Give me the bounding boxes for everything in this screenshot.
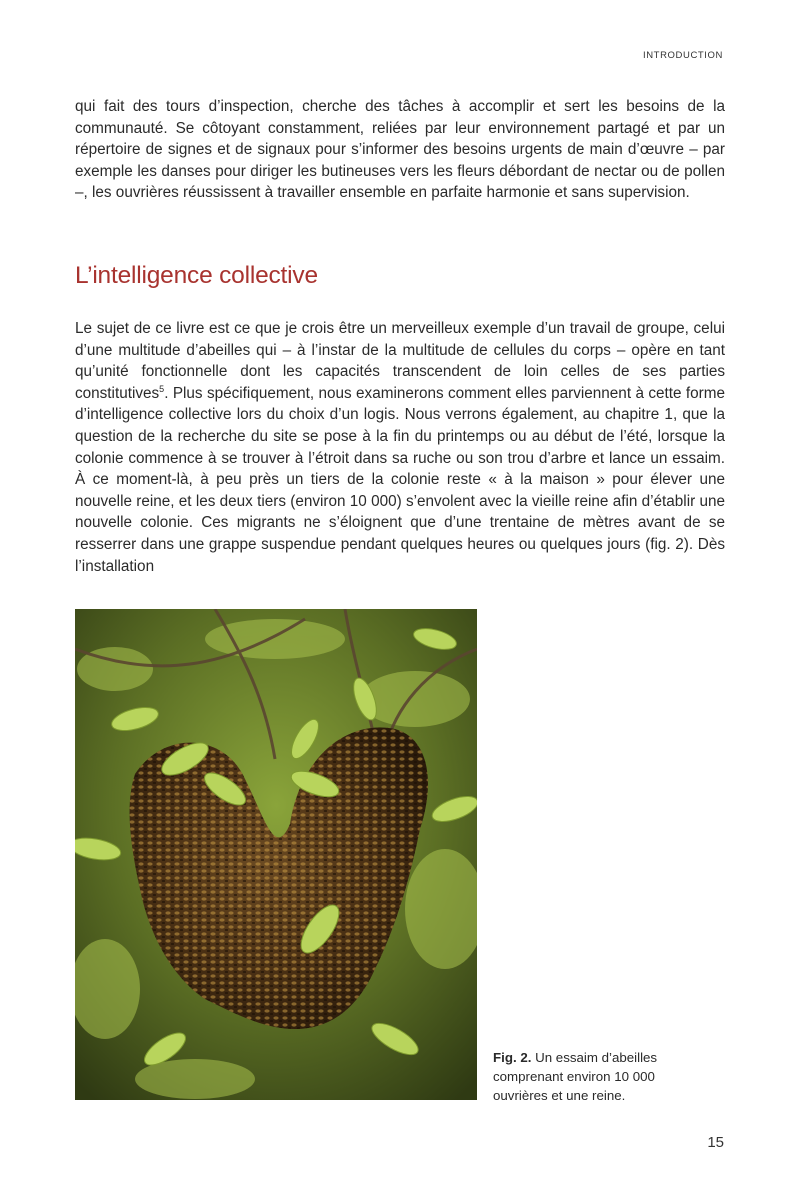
paragraph-2-text-b: . Plus spécifiquement, nous examinerons comment elles parviennent à cette forme d’intelligence collective lors du choix d’un logis. Nous verrons également, au chapitre 1, que la question de la recherche du site se pose à la fin du printemps ou au début de l’été, lorsque la colonie commence à se trouver à l’étroit dans sa ruche ou son trou d’arbre et lance un essaim. À ce moment-là, à peu près un tiers de la colonie reste « à la maison » pour élever une nouvelle reine, et les deux tiers (environ 10 000) s’envolent avec la vieille reine afin d’établir une nouvelle colonie. Ces migrants ne s’éloignent que d’une trentaine de mètres avant de se resserrer dans une grappe suspendue pendant quelques heures ou quelques jours (fig. 2). Dès l’installation [75,384,725,575]
figure-label: Fig. 2. [493,1050,532,1065]
footnote-reference: 5 [159,383,165,394]
running-head: INTRODUCTION [642,50,723,61]
section-heading: L’intelligence collective [75,262,318,289]
body-paragraph-1: qui fait des tours d’inspection, cherche des tâches à accomplir et sert les besoins de la communauté. Se côtoyant constamment, reliées par leur environnement partagé et par un répertoire de signes et de signaux pour s’informer des besoins urgents de main d’œuvre – par exemple les danses pour diriger les butineuses vers les fleurs débordant de nectar ou de pollen –, les ouvrières réussissent à travailler ensemble en parfaite harmonie et sans supervision. [75,98,725,202]
bee-swarm-illustration [75,609,477,1100]
paragraph-2-text-a: Le sujet de ce livre est ce que je crois être un merveilleux exemple d’un travail de groupe, celui d’une multitude d’abeilles qui – à l’instar de la multitude de cellules du corps – opère en tant qu’unité fonctionnelle dont les capacités transcendent de loin celles de ses parties constitutives [75,320,725,402]
figure-caption-text: Un essaim d’abeilles comprenant environ 10 000 ouvrières et une reine. [493,1050,658,1103]
figure-caption [493,1048,713,1105]
bee-swarm-photo [75,609,477,1100]
body-paragraph-2 [75,318,725,577]
page-number: 15 [707,1134,724,1151]
